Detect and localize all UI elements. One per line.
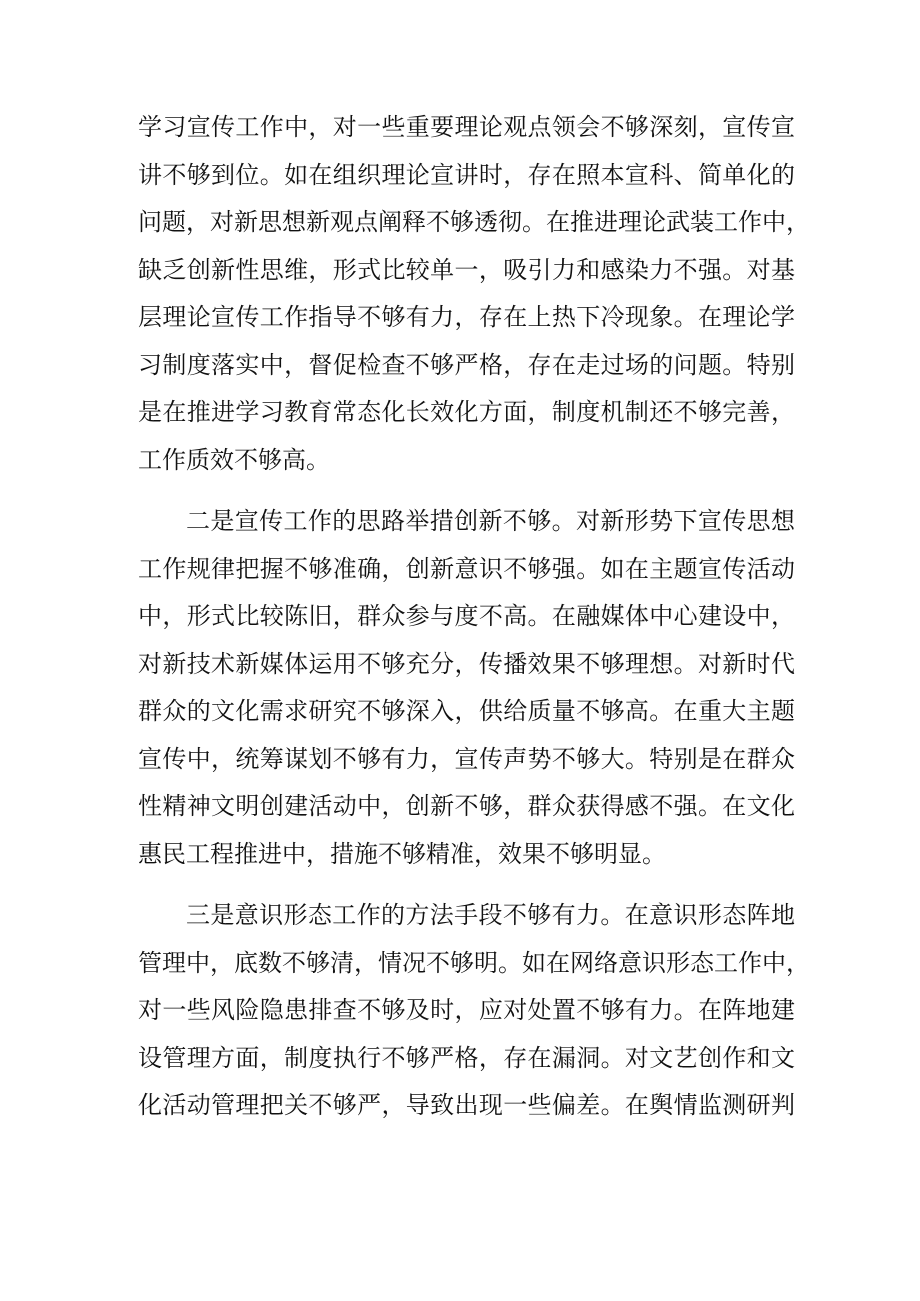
text-line: 三是意识形态工作的方法手段不够有力。在意识形态阵地 — [186, 901, 795, 929]
text-line: 对一些风险隐患排查不够及时，应对处置不够有力。在阵地建 — [138, 996, 795, 1024]
paragraph-3 — [138, 892, 810, 1130]
text-line: 讲不够到位。如在组织理论宣讲时，存在照本宣科、简单化的 — [138, 160, 795, 189]
text-line: 学习宣传工作中，对一些重要理论观点领会不够深刻，宣传宣 — [138, 113, 795, 141]
text-line: 工作质效不够高。 — [138, 445, 330, 474]
text-line: 缺乏创新性思维，形式比较单一，吸引力和感染力不强。对基 — [138, 255, 795, 284]
paragraph-1 — [138, 104, 810, 484]
paragraph-gap — [138, 484, 795, 498]
paragraph-gap — [138, 878, 795, 892]
text-line: 层理论宣传工作指导不够有力，存在上热下冷现象。在理论学 — [138, 303, 795, 331]
paragraph-2 — [138, 498, 795, 878]
text-line: 二是宣传工作的思路举措创新不够。对新形势下宣传思想 — [186, 507, 795, 535]
text-line: 化活动管理把关不够严，导致出现一些偏差。在舆情监测研判 — [138, 1091, 795, 1119]
text-line: 宣传中，统筹谋划不够有力，宣传声势不够大。特别是在群众 — [138, 744, 795, 773]
text-line: 惠民工程推进中，措施不够精准，效果不够明显。 — [138, 839, 666, 868]
text-line: 群众的文化需求研究不够深入，供给质量不够高。在重大主题 — [138, 697, 795, 725]
text-line: 问题，对新思想新观点阐释不够透彻。在推进理论武装工作中， — [138, 208, 810, 236]
text-line: 性精神文明创建活动中，创新不够，群众获得感不强。在文化 — [138, 792, 795, 820]
text-line: 工作规律把握不够准确，创新意识不够强。如在主题宣传活动 — [138, 554, 795, 583]
text-line: 设管理方面，制度执行不够严格，存在漏洞。对文艺创作和文 — [138, 1043, 795, 1072]
text-line: 中，形式比较陈旧，群众参与度不高。在融媒体中心建设中， — [138, 602, 795, 630]
text-line: 管理中，底数不够清，情况不够明。如在网络意识形态工作中， — [138, 948, 810, 977]
text-line: 习制度落实中，督促检查不够严格，存在走过场的问题。特别 — [138, 350, 795, 379]
text-line: 是在推进学习教育常态化长效化方面，制度机制还不够完善， — [138, 398, 795, 426]
document-body — [138, 104, 810, 1130]
text-line: 对新技术新媒体运用不够充分，传播效果不够理想。对新时代 — [138, 649, 795, 678]
